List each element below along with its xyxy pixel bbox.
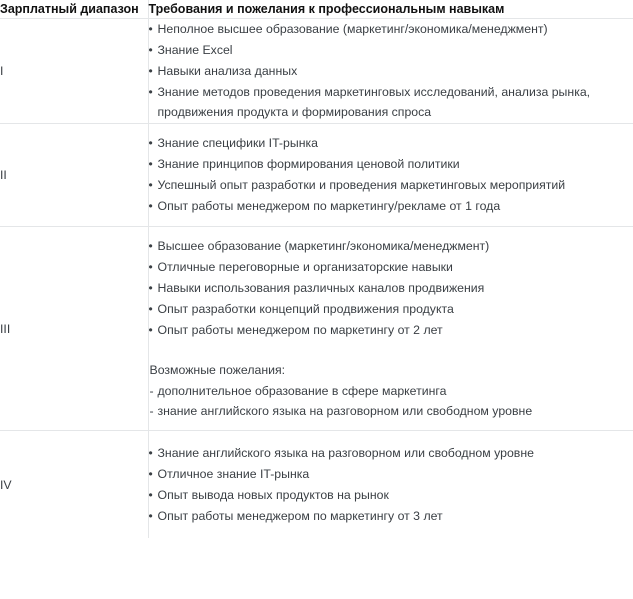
requirements-list xyxy=(149,19,633,122)
salary-range-label: III xyxy=(0,227,148,431)
list-item: • Отличное знание IT-рынка xyxy=(149,464,633,484)
requirements-list xyxy=(149,236,633,340)
table-row xyxy=(0,19,633,124)
salary-range-label: I xyxy=(0,19,148,124)
table-row xyxy=(0,431,633,539)
list-item: • Навыки использования различных каналов продвижения xyxy=(149,278,633,298)
list-item: • Опыт работы менеджером по маркетингу от 2 лет xyxy=(149,320,633,340)
table-row xyxy=(0,124,633,227)
list-item: - знание английского языка на разговорном или свободном уровне xyxy=(149,401,633,421)
list-item: • Отличные переговорные и организаторские навыки xyxy=(149,257,633,277)
table-body xyxy=(0,19,633,539)
requirements-cell xyxy=(148,19,633,124)
list-item: • Знание специфики IT-рынка xyxy=(149,133,633,153)
requirements-cell xyxy=(148,227,633,431)
list-item: • Неполное высшее образование (маркетинг/экономика/менеджмент) xyxy=(149,19,633,39)
table-row xyxy=(0,227,633,431)
list-item: • Опыт работы менеджером по маркетингу от 3 лет xyxy=(149,506,633,526)
list-item: • Опыт работы менеджером по маркетингу/рекламе от 1 года xyxy=(149,196,633,216)
column-header-salary-range: Зарплатный диапазон xyxy=(0,0,148,19)
optional-wishes-title: Возможные пожелания: xyxy=(149,363,286,377)
optional-wishes-list xyxy=(149,381,633,421)
list-item: • Высшее образование (маркетинг/экономика/менеджмент) xyxy=(149,236,633,256)
list-item: • Навыки анализа данных xyxy=(149,61,633,81)
optional-wishes-block xyxy=(149,360,633,421)
list-item: - дополнительное образование в сфере маркетинга xyxy=(149,381,633,401)
header-row xyxy=(0,0,633,19)
list-item: • Успешный опыт разработки и проведения маркетинговых мероприятий xyxy=(149,175,633,195)
salary-range-label: II xyxy=(0,124,148,227)
table-header xyxy=(0,0,633,19)
list-item: • Опыт разработки концепций продвижения продукта xyxy=(149,299,633,319)
list-item: • Знание методов проведения маркетинговых исследований, анализа рынка, продвижения продукта и формирования спроса xyxy=(149,82,633,122)
requirements-list xyxy=(149,133,633,216)
requirements-cell xyxy=(148,124,633,227)
list-item: • Опыт вывода новых продуктов на рынок xyxy=(149,485,633,505)
column-header-requirements: Требования и пожелания к профессиональным навыкам xyxy=(148,0,633,19)
requirements-list xyxy=(149,443,633,526)
list-item: • Знание Excel xyxy=(149,40,633,60)
list-item: • Знание принципов формирования ценовой политики xyxy=(149,154,633,174)
salary-range-label: IV xyxy=(0,477,12,492)
requirements-cell xyxy=(148,431,633,539)
list-item: • Знание английского языка на разговорном или свободном уровне xyxy=(149,443,633,463)
